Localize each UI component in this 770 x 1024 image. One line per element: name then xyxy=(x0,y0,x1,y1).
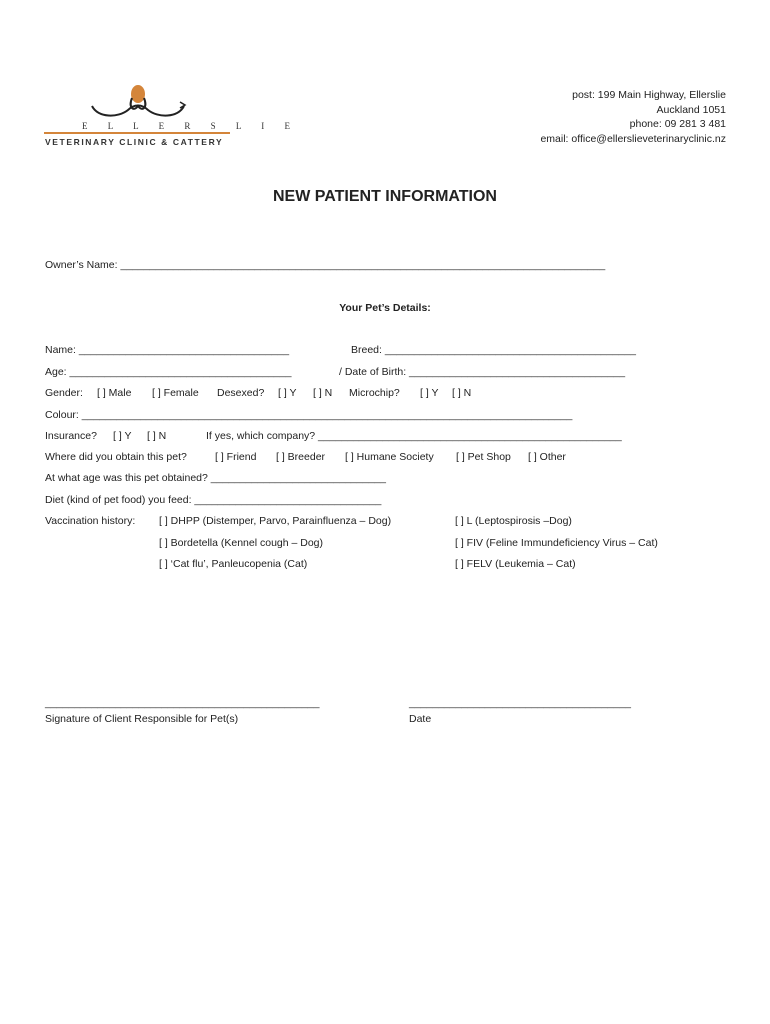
obtain-humane-society-checkbox[interactable]: [ ] Humane Society xyxy=(345,451,434,463)
gender-label: Gender: xyxy=(45,387,83,399)
pet-name-field[interactable]: Name: ____________________________________ xyxy=(45,344,290,356)
desexed-yes-checkbox[interactable]: [ ] Y xyxy=(278,387,297,399)
signature-line[interactable]: _______________________________________________ xyxy=(45,697,320,709)
microchip-no-checkbox[interactable]: [ ] N xyxy=(452,387,472,399)
paw-loop-logo-icon xyxy=(88,84,188,120)
vacc-leptospirosis-checkbox[interactable]: [ ] L (Leptospirosis –Dog) xyxy=(455,515,572,527)
address-phone: phone: 09 281 3 481 xyxy=(629,118,726,130)
address-post: post: 199 Main Highway, Ellerslie xyxy=(572,89,726,101)
age-field[interactable]: Age: ______________________________________ xyxy=(45,366,292,378)
obtain-label: Where did you obtain this pet? xyxy=(45,451,187,463)
logo-tagline: VETERINARY CLINIC & CATTERY xyxy=(45,137,224,147)
age-obtained-field[interactable]: At what age was this pet obtained? ______________________________ xyxy=(45,472,386,484)
date-of-birth-field[interactable]: / Date of Birth: _____________________________________ xyxy=(339,366,626,378)
gender-male-checkbox[interactable]: [ ] Male xyxy=(97,387,132,399)
obtain-pet-shop-checkbox[interactable]: [ ] Pet Shop xyxy=(456,451,511,463)
microchip-yes-checkbox[interactable]: [ ] Y xyxy=(420,387,439,399)
obtain-friend-checkbox[interactable]: [ ] Friend xyxy=(215,451,257,463)
owner-name-label: Owner’s Name: xyxy=(45,259,118,271)
diet-field[interactable]: Diet (kind of pet food) you feed: ________________________________ xyxy=(45,494,382,506)
owner-name-field[interactable]: ___________________________________________________________________________________ xyxy=(120,259,606,271)
insurance-company-field[interactable]: If yes, which company? ____________________________________________________ xyxy=(206,430,622,442)
gender-female-checkbox[interactable]: [ ] Female xyxy=(152,387,199,399)
logo-divider xyxy=(44,132,230,134)
logo-wordmark: E L L E R S L I E xyxy=(82,121,299,131)
signature-label: Signature of Client Responsible for Pet(s) xyxy=(45,713,239,725)
obtain-breeder-checkbox[interactable]: [ ] Breeder xyxy=(276,451,326,463)
desexed-label: Desexed? xyxy=(217,387,265,399)
vacc-felv-checkbox[interactable]: [ ] FELV (Leukemia – Cat) xyxy=(455,558,576,570)
breed-field[interactable]: Breed: ___________________________________________ xyxy=(351,344,636,356)
clinic-address xyxy=(540,88,726,146)
microchip-label: Microchip? xyxy=(349,387,400,399)
vaccination-label: Vaccination history: xyxy=(45,515,136,527)
desexed-no-checkbox[interactable]: [ ] N xyxy=(313,387,333,399)
vacc-dhpp-checkbox[interactable]: [ ] DHPP (Distemper, Parvo, Parainfluenza – Dog) xyxy=(159,515,392,527)
vacc-bordetella-checkbox[interactable]: [ ] Bordetella (Kennel cough – Dog) xyxy=(159,537,324,549)
address-email: email: office@ellerslieveterinaryclinic.nz xyxy=(540,132,726,145)
obtain-other-checkbox[interactable]: [ ] Other xyxy=(528,451,566,463)
vacc-cat-flu-checkbox[interactable]: [ ] ‘Cat flu’, Panleucopenia (Cat) xyxy=(159,558,308,570)
page-title: NEW PATIENT INFORMATION xyxy=(273,188,497,205)
address-city: Auckland 1051 xyxy=(656,103,726,116)
colour-field[interactable]: Colour: ____________________________________________________________________________________ xyxy=(45,409,573,421)
pet-details-heading: Your Pet’s Details: xyxy=(339,302,431,314)
owner-name-row xyxy=(45,259,605,272)
insurance-no-checkbox[interactable]: [ ] N xyxy=(147,430,167,442)
date-line[interactable]: ______________________________________ xyxy=(409,697,631,709)
vacc-fiv-checkbox[interactable]: [ ] FIV (Feline Immundeficiency Virus – Cat) xyxy=(455,537,658,549)
date-label: Date xyxy=(409,713,432,725)
insurance-yes-checkbox[interactable]: [ ] Y xyxy=(113,430,132,442)
insurance-label: Insurance? xyxy=(45,430,97,442)
